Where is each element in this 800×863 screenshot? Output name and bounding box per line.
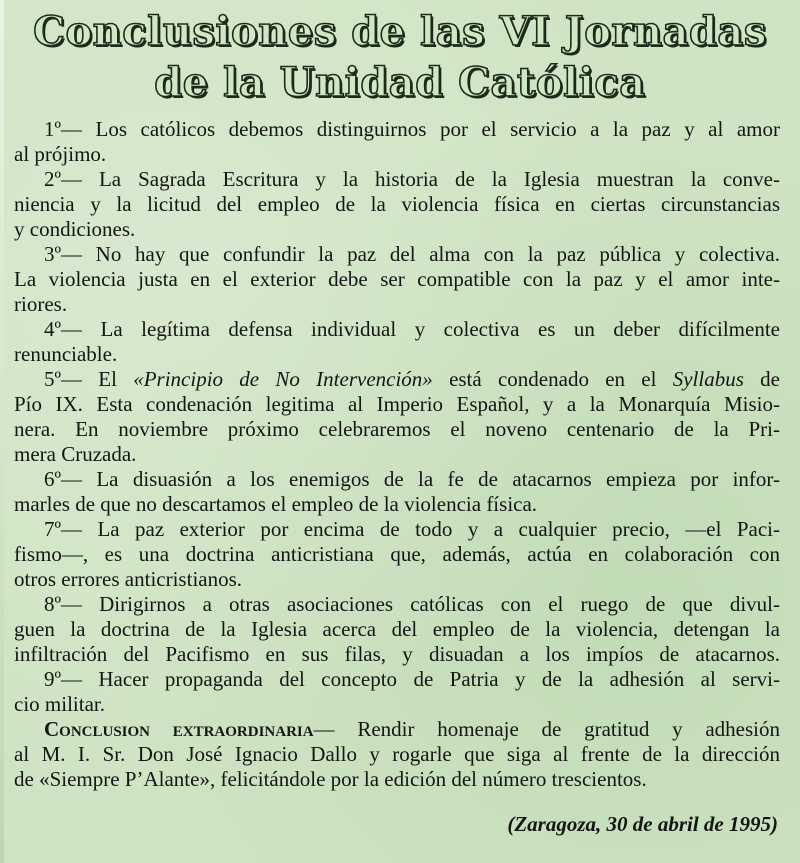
conclusion-extraordinary: [14, 717, 780, 792]
signature-place-date: (Zaragoza, 30 de abril de 1995): [507, 812, 778, 836]
left-edge: [0, 0, 4, 863]
text-line: 3º— No hay que confundir la paz del alma con la paz pública y colectiva.: [44, 242, 780, 266]
text-line: 9º— Hacer propaganda del concepto de Patria y de la adhesión al servi-: [44, 667, 780, 691]
text-line: guen la doctrina de la Iglesia acerca del empleo de la violencia, detengan la: [14, 617, 780, 641]
title-line-2: de la Unidad Católica: [154, 59, 646, 106]
text-line: 8º— Dirigirnos a otras asociaciones católicas con el ruego de que divul-: [44, 592, 780, 616]
text-line: y condiciones.: [14, 217, 136, 241]
italic-term: Syllabus: [672, 367, 744, 391]
conclusion-8: [14, 592, 780, 667]
text-line: al prójimo.: [14, 142, 107, 166]
text-line: infiltración del Pacifismo en sus filas, y disuadan a los impíos de atacarnos.: [14, 642, 780, 666]
text-line: 4º— La legítima defensa individual y colectiva es un deber difícilmente: [44, 317, 780, 341]
text-line: renunciable.: [14, 342, 118, 366]
extraordinary-label: Conclusion extraordinaria: [44, 717, 314, 741]
text-line: [14, 367, 780, 392]
text-line: 7º— La paz exterior por encima de todo y a cualquier precio, —el Paci-: [44, 517, 780, 541]
conclusion-1: [14, 117, 780, 167]
text-line: al M. I. Sr. Don José Ignacio Dallo y rogarle que siga al frente de la dirección: [14, 742, 780, 766]
text-segment: — Rendir homenaje de gratitud y adhesión: [313, 717, 780, 741]
text-segment: de: [743, 367, 780, 391]
conclusion-4: [14, 317, 780, 367]
conclusions-body: [14, 117, 780, 792]
text-line: de «Siempre P’Alante», felicitándole por la edición del número trescientos.: [14, 767, 647, 791]
title-line-1: Conclusiones de las VI Jornadas: [33, 8, 767, 55]
text-line: marles de que no descartamos el empleo de la violencia física.: [14, 492, 538, 516]
text-segment: 5º— El: [44, 367, 134, 391]
text-line: 1º— Los católicos debemos distinguirnos por el servicio a la paz y al amor: [44, 117, 780, 141]
text-line: 2º— La Sagrada Escritura y la historia de la Iglesia muestran la conve-: [44, 167, 780, 191]
text-line: Pío IX. Esta condenación legitima al Imperio Español, y a la Monarquía Misio-: [14, 392, 780, 416]
text-line: riores.: [14, 292, 68, 316]
text-line: 6º— La disuasión a los enemigos de la fe de atacarnos empieza por infor-: [44, 467, 780, 491]
text-line: nera. En noviembre próximo celebraremos el noveno centenario de la Pri-: [14, 417, 780, 441]
conclusion-7: [14, 517, 780, 592]
conclusion-9: [14, 667, 780, 717]
text-line: fismo—, es una doctrina anticristiana que, además, actúa en colaboración con: [14, 542, 780, 566]
text-line: niencia y la licitud del empleo de la violencia física en ciertas circunstancias: [14, 192, 780, 216]
text-line: cio militar.: [14, 692, 105, 716]
text-line: [14, 717, 780, 742]
text-segment: está condenado en el: [432, 367, 673, 391]
conclusion-3: [14, 242, 780, 317]
conclusion-2: [14, 167, 780, 242]
italic-phrase: «Principio de No Intervención»: [133, 367, 433, 391]
text-line: mera Cruzada.: [14, 442, 137, 466]
conclusion-5: [14, 367, 780, 467]
text-line: La violencia justa en el exterior debe ser compatible con la paz y el amor inte-: [14, 267, 780, 291]
text-line: otros errores anticristianos.: [14, 567, 243, 591]
conclusion-6: [14, 467, 780, 517]
